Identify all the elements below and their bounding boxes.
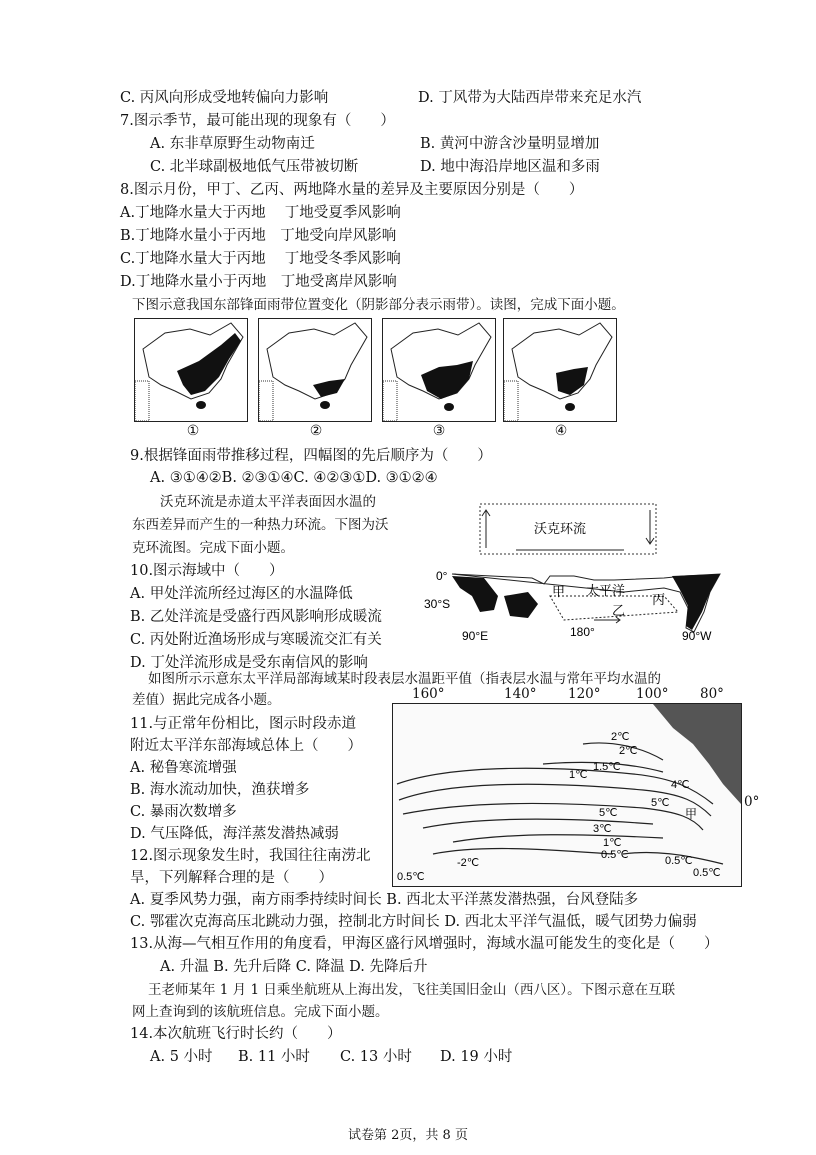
q14-option-d: D. 19 小时 xyxy=(440,1049,513,1065)
intro-flight-line2: 网上查询到的该航班信息。完成下面小题。 xyxy=(132,1004,389,1020)
page-footer: 试卷第 2页，共 8 页 xyxy=(348,1128,468,1143)
q11-stem-line2: 附近太平洋东部海域总体上（ ） xyxy=(130,738,362,754)
lat-0-label: 0° xyxy=(436,569,448,583)
lon-120: 120° xyxy=(568,686,601,702)
iso-neg2c: -2℃ xyxy=(457,857,480,869)
iso-5c-b: 5℃ xyxy=(599,807,618,819)
q7-stem: 7.图示季节，最可能出现的现象有（ ） xyxy=(120,113,395,129)
iso-2c-b: 2℃ xyxy=(619,745,638,757)
q11-option-c: C. 暴雨次数增多 xyxy=(130,804,237,820)
q9-stem: 9.根据锋面雨带推移过程，四幅图的先后顺序为（ ） xyxy=(130,448,492,464)
map-label-4: ④ xyxy=(554,423,568,439)
intro-front-rain-belt: 下图示意我国东部锋面雨带位置变化（阴影部分表示雨带）。读图，完成下面小题。 xyxy=(132,297,625,313)
q7-option-a: A. 东非草原野生动物南迁 xyxy=(150,136,315,152)
q12-stem-line1: 12.图示现象发生时，我国往往南涝北 xyxy=(130,848,371,864)
iso-1c-a: 1℃ xyxy=(569,769,588,781)
intro-walker-line1: 沃克环流是赤道太平洋表面因水温的 xyxy=(160,494,376,510)
anomaly-jia: 甲 xyxy=(685,807,698,821)
iso-0-5c-d: 0.5℃ xyxy=(693,867,721,879)
china-map-4 xyxy=(503,318,617,422)
q14-option-b: B. 11 小时 xyxy=(238,1049,310,1065)
map-label-3: ③ xyxy=(432,423,446,439)
walker-jia: 甲 xyxy=(552,585,566,600)
lon-180-label: 180° xyxy=(570,625,595,639)
q8-option-a: A.丁地降水量大于丙地 丁地受夏季风影响 xyxy=(120,205,401,221)
q7-option-c: C. 北半球副极地低气压带被切断 xyxy=(150,159,359,175)
lon-80: 80° xyxy=(700,686,724,702)
q14-option-c: C. 13 小时 xyxy=(340,1049,412,1065)
q10-option-a: A. 甲处洋流所经过海区的水温降低 xyxy=(130,586,353,602)
lon-140: 140° xyxy=(504,686,537,702)
china-map-2 xyxy=(258,318,372,422)
q8-option-c: C.丁地降水量大于丙地 丁地受冬季风影响 xyxy=(120,251,401,267)
china-map-3 xyxy=(382,318,496,422)
q14-option-a: A. 5 小时 xyxy=(150,1049,213,1065)
lon-100: 100° xyxy=(636,686,669,702)
q12-options-ab: A. 夏季风势力强，南方雨季持续时间长 B. 西北太平洋蒸发潜热强，台风登陆多 xyxy=(130,892,639,908)
iso-3c: 3℃ xyxy=(593,823,612,835)
iso-1c-b: 1℃ xyxy=(603,837,622,849)
q13-stem: 13.从海—气相互作用的角度看，甲海区盛行风增强时，海域水温可能发生的变化是（ ） xyxy=(130,936,719,952)
lon-160: 160° xyxy=(412,686,445,702)
q7-option-b: B. 黄河中游含沙量明显增加 xyxy=(420,136,600,152)
q10-option-d: D. 丁处洋流形成是受东南信风的影响 xyxy=(130,655,368,671)
equator-label: 0° xyxy=(744,794,760,810)
q13-options: A. 升温 B. 先升后降 C. 降温 D. 先降后升 xyxy=(160,959,428,975)
walker-yi: 乙 xyxy=(612,604,626,619)
walker-title: 沃克环流 xyxy=(534,521,587,536)
q10-stem: 10.图示海域中（ ） xyxy=(130,563,284,579)
q11-option-b: B. 海水流动加快，渔获增多 xyxy=(130,782,310,798)
lat-30s-label: 30°S xyxy=(424,597,451,611)
lon-90e-label: 90°E xyxy=(462,629,489,643)
iso-0-5c-b: 0.5℃ xyxy=(665,855,693,867)
q8-option-b: B.丁地降水量小于丙地 丁地受向岸风影响 xyxy=(120,228,397,244)
iso-1-5c: 1.5℃ xyxy=(593,761,621,773)
intro-anomaly-line2: 差值）据此完成各小题。 xyxy=(132,692,281,708)
q12-options-cd: C. 鄂霍次克海高压北跳动力强，控制北方时间长 D. 西北太平洋气温低，暖气团势力偏弱 xyxy=(130,914,697,930)
walker-circulation-figure xyxy=(424,500,740,648)
walker-bing: 丙 xyxy=(652,593,666,608)
q10-option-c: C. 丙处附近渔场形成与寒暖流交汇有关 xyxy=(130,632,382,648)
q6-option-c: C. 丙风向形成受地转偏向力影响 xyxy=(120,90,329,106)
q11-option-a: A. 秘鲁寒流增强 xyxy=(130,760,237,776)
iso-2c-a: 2℃ xyxy=(611,731,630,743)
q8-stem: 8.图示月份，甲丁、乙丙、两地降水量的差异及主要原因分别是（ ） xyxy=(120,182,584,198)
lon-90w-label: 90°W xyxy=(682,629,712,643)
china-map-1 xyxy=(134,318,248,422)
anomaly-longitude-labels xyxy=(380,688,760,704)
q12-stem-line2: 旱，下列解释合理的是（ ） xyxy=(130,870,333,886)
intro-walker-line3: 克环流图。完成下面小题。 xyxy=(132,540,294,556)
sea-temperature-anomaly-map xyxy=(392,703,742,887)
iso-4c: 4℃ xyxy=(671,779,690,791)
q6-option-d: D. 丁风带为大陆西岸带来充足水汽 xyxy=(418,90,642,106)
map-label-1: ① xyxy=(186,423,200,439)
q10-option-b: B. 乙处洋流是受盛行西风影响形成暖流 xyxy=(130,609,382,625)
intro-anomaly-line1: 如图所示示意东太平洋局部海域某时段表层水温距平值（指表层水温与常年平均水温的 xyxy=(148,671,661,687)
iso-5c-a: 5℃ xyxy=(651,797,670,809)
iso-0-5c-a: 0.5℃ xyxy=(601,849,629,861)
q11-stem-line1: 11.与正常年份相比，图示时段赤道 xyxy=(130,716,357,732)
q11-option-d: D. 气压降低，海洋蒸发潜热减弱 xyxy=(130,826,339,842)
intro-walker-line2: 东西差异而产生的一种热力环流。下图为沃 xyxy=(132,517,389,533)
intro-flight-line1: 王老师某年 1 月 1 日乘坐航班从上海出发，飞往美国旧金山（西八区）。下图示意在互联 xyxy=(148,982,676,998)
q7-option-d: D. 地中海沿岸地区温和多雨 xyxy=(420,159,600,175)
q9-options: A. ③①④②B. ②③①④C. ④②③①D. ③①②④ xyxy=(150,470,438,486)
map-label-2: ② xyxy=(309,423,323,439)
iso-0-5c-c: 0.5℃ xyxy=(397,871,425,883)
q14-stem: 14.本次航班飞行时长约（ ） xyxy=(130,1026,342,1042)
walker-ocean-label: 太平洋 xyxy=(586,584,626,599)
q8-option-d: D.丁地降水量小于丙地 丁地受离岸风影响 xyxy=(120,274,397,290)
